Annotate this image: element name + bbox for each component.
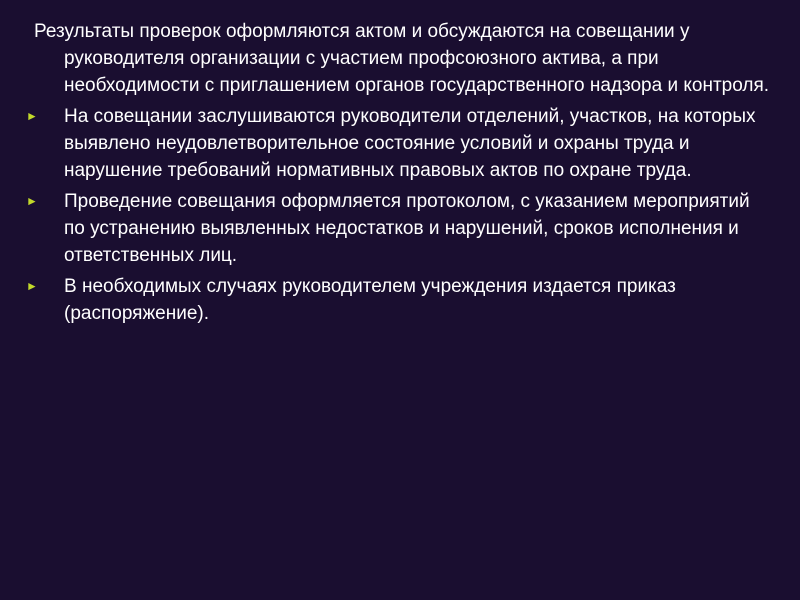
bullet-list xyxy=(26,103,774,327)
bullet-text: На совещании заслушиваются руководители отделений, участков, на которых выявлено неудовлетворительное состояние условий и охраны труда и нарушение требований нормативных правовых актов по охране труда. xyxy=(64,106,756,181)
bullet-arrow-icon: ► xyxy=(26,109,38,123)
bullet-item xyxy=(26,103,774,184)
bullet-arrow-icon: ► xyxy=(26,194,38,208)
bullet-item xyxy=(26,188,774,269)
slide-body xyxy=(26,18,774,331)
bullet-item xyxy=(26,273,774,327)
bullet-arrow-icon: ► xyxy=(26,279,38,293)
bullet-text: Проведение совещания оформляется протоколом, с указанием мероприятий по устранению выявленных недостатков и нарушений, сроков исполнения и ответственных лиц. xyxy=(64,191,750,266)
bullet-text: В необходимых случаях руководителем учреждения издается приказ (распоряжение). xyxy=(64,276,676,324)
intro-paragraph: Результаты проверок оформляются актом и обсуждаются на совещании у руководителя организации с участием профсоюзного актива, а при необходимости с приглашением органов государственного надзора и контроля. xyxy=(34,21,770,96)
